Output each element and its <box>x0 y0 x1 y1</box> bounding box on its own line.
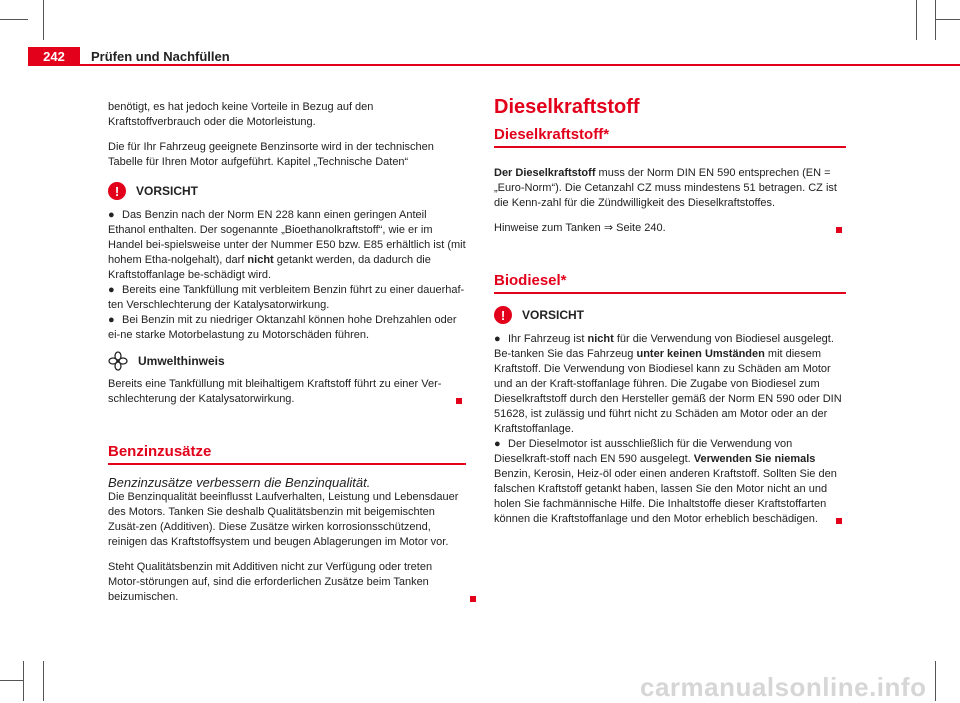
end-mark <box>470 596 476 602</box>
crop-mark <box>23 661 24 701</box>
bullet-icon: ● <box>494 438 501 450</box>
header-title: Prüfen und Nachfüllen <box>91 49 230 64</box>
section-intro: Benzinzusätze verbessern die Benzinqualität. <box>108 475 371 490</box>
bullet-icon: ● <box>108 314 115 326</box>
flower-icon <box>108 351 128 371</box>
crop-mark <box>0 19 28 20</box>
caution-bullet: ● Das Benzin nach der Norm EN 228 kann einen geringen Anteil Ethanol enthalten. Der sogenannte „Bioethanolkraftstoff“, wie er im Handel bei-spielsweise unter der Nummer E50 bzw. E85 erhältlich ist (mit hohem Etha-nolgehalt), darf nicht getankt werden, da dadurch die Kraftstoffanlage be-schädigt wird. <box>108 209 466 281</box>
crop-mark <box>935 0 936 40</box>
watermark: carmanualsonline.info <box>640 672 927 702</box>
bullet-icon: ● <box>108 209 115 221</box>
crop-mark <box>916 0 917 40</box>
bullet-icon: ● <box>108 284 115 296</box>
left-column <box>108 100 466 602</box>
paragraph: Steht Qualitätsbenzin mit Additiven nicht zur Verfügung oder treten Motor-störungen auf, sind die erforderlichen Zusätze beim Tanken beizumischen. <box>108 561 433 603</box>
caution-bullet: ● Der Dieselmotor ist ausschließlich für die Verwendung von Dieselkraft-stoff nach EN 590 ausgelegt. Verwenden Sie niemals Benzin, Kerosin, Heiz-öl oder einen anderen Kraftstoff. Sollten Sie den falschen Kraftstoff getankt haben, lassen Sie den Motor nicht an und holen Sie fachmännische Hilfe. Die Inhaltstoffe dieser Kraftstoffarten können die Kraftstoffanlage und den Motor erheblich beschädigen. <box>494 438 837 525</box>
page-reference: Hinweise zum Tanken ⇒ Seite 240. <box>494 222 666 234</box>
right-column <box>494 96 846 525</box>
page-number: 242 <box>28 47 80 66</box>
paragraph: Die für Ihr Fahrzeug geeignete Benzinsorte wird in der technischen Tabelle für Ihren Motor aufgeführt. Kapitel „Technische Daten“ <box>108 141 434 168</box>
caution-bullet: ● Bei Benzin mit zu niedriger Oktanzahl können hohe Drehzahlen oder ei-ne starke Motorbelastung zu Motorschäden führen. <box>108 314 457 341</box>
section-heading: Biodiesel* <box>494 273 846 294</box>
caution-header <box>494 306 846 324</box>
paragraph: Der Dieselkraftstoff muss der Norm DIN EN 590 entsprechen (EN = „Euro-Norm“). Die Cetanzahl CZ muss mindestens 51 betragen. CZ ist die Kenn-zahl für die Zündwilligkeit des Dieselkraftstoffes. <box>494 167 837 209</box>
warning-icon: ! <box>108 182 126 200</box>
caution-bullet: ● Ihr Fahrzeug ist nicht für die Verwendung von Biodiesel ausgelegt. Be-tanken Sie das Fahrzeug unter keinen Umständen mit diesem Kraftstoff. Die Verwendung von Biodiesel kann zu Schäden am Motor und an der Kraft-stoffanlage führen. Die Zugabe von Biodiesel zum Dieselkraftstoff durch den Hersteller gemäß der Norm EN 590 oder DIN 51628, ist zulässig und führt nicht zu Schäden am Motor oder an der Kraftstoffanlage. <box>494 333 842 435</box>
environment-note-title: Umwelthinweis <box>138 353 225 368</box>
crop-mark <box>43 0 44 40</box>
warning-icon: ! <box>494 306 512 324</box>
section-heading: Benzinzusätze <box>108 444 466 465</box>
paragraph: Die Benzinqualität beeinflusst Laufverhalten, Leistung und Lebensdauer des Motors. Tanken Sie deshalb Qualitätsbenzin mit beigemischten Zusät-zen (Additiven). Diese Zusätze wirken korrosionsschützend, reinigen das Kraftstoffsystem und beugen Ablagerungen im Motor vor. <box>108 491 459 548</box>
crop-mark <box>0 680 24 681</box>
crop-mark <box>936 19 960 20</box>
chapter-heading: Dieselkraftstoff <box>494 96 640 118</box>
bullet-icon: ● <box>494 333 501 345</box>
environment-note-text: Bereits eine Tankfüllung mit bleihaltigem Kraftstoff führt zu einer Ver-schlechterung der Katalysatorwirkung. <box>108 378 442 405</box>
caution-title: VORSICHT <box>522 307 585 322</box>
caution-header <box>108 182 466 200</box>
caution-bullet: ● Bereits eine Tankfüllung mit verbleitem Benzin führt zu einer dauerhaf-ten Verschlechterung der Katalysatorwirkung. <box>108 284 465 311</box>
caution-title: VORSICHT <box>136 183 199 198</box>
crop-mark <box>43 661 44 701</box>
section-heading: Dieselkraftstoff* <box>494 127 846 148</box>
header-rule <box>80 64 960 66</box>
paragraph: benötigt, es hat jedoch keine Vorteile in Bezug auf den Kraftstoffverbrauch oder die Motorleistung. <box>108 101 374 128</box>
environment-note-header <box>108 351 466 371</box>
crop-mark <box>935 661 936 701</box>
